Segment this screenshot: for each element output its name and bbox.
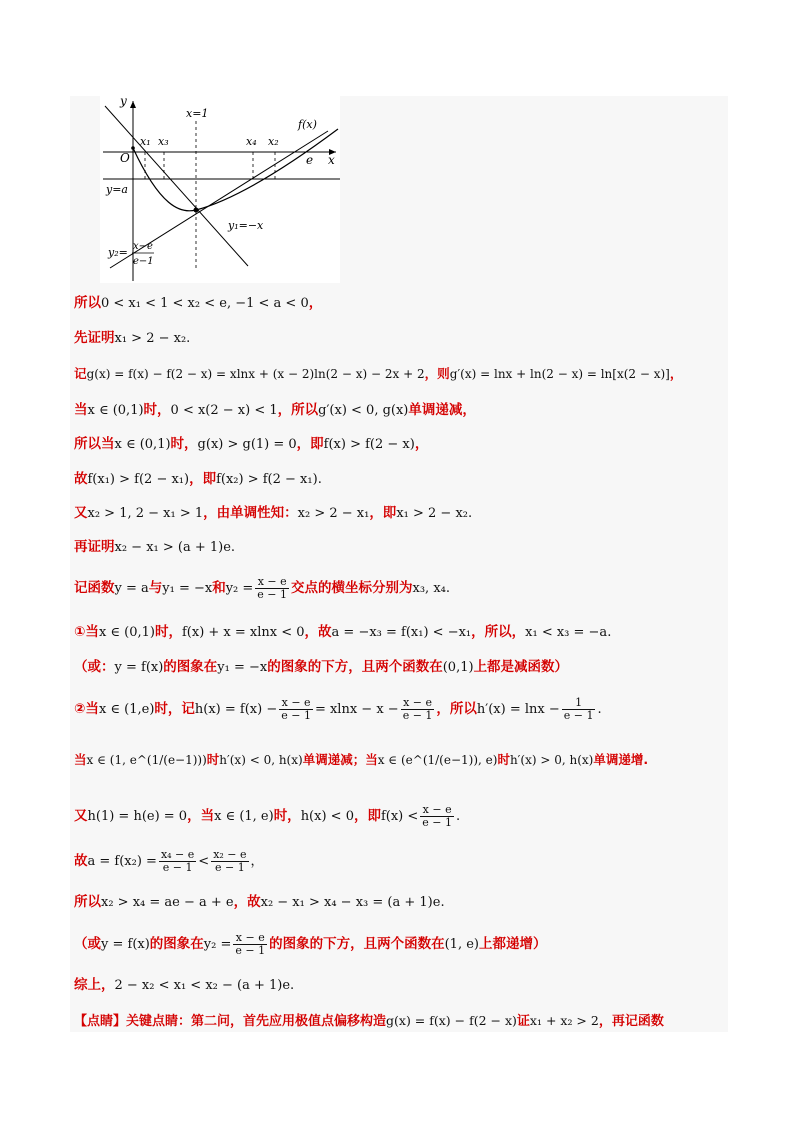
- text-line-6: 故f(x₁) > f(2 − x₁)，即f(x₂) > f(2 − x₁).: [74, 471, 322, 487]
- fraction: $\frac{x - e}{e - 1}$: [402, 696, 433, 722]
- label-x4: x₄: [246, 135, 257, 148]
- label-x-axis: x: [328, 153, 335, 167]
- text-line-2: 先证明x₁ > 2 − x₂.: [74, 330, 191, 346]
- label-y-axis: y: [120, 96, 127, 108]
- text-line-1: 所以0 < x₁ < 1 < x₂ < e, −1 < a < 0，: [74, 295, 323, 311]
- fraction: $\frac{x - e}{e - 1}$: [257, 575, 288, 601]
- origin-point: [131, 146, 135, 150]
- fraction: $\frac{1}{e - 1}$: [563, 696, 594, 722]
- text-line-11: （或：y = f(x)的图象在y₁ = −x的图象的下方，且两个函数在(0,1)上都是减函数）: [74, 659, 569, 675]
- text-line-5: 所以当x ∈ (0,1)时，g(x) > g(1) = 0，即f(x) > f(2 − x)，: [74, 436, 429, 452]
- text-line-15: 故a = f(x₂) = $\frac{\text{x₄ − e}}{e - 1}$ < $\frac{\text{x₂ − e}}{e - 1}$ ，: [74, 848, 264, 874]
- fraction: $\frac{x - e}{e - 1}$: [281, 696, 311, 722]
- text-line-16: 所以x₂ > x₄ = ae − a + e，故x₂ − x₁ > x₄ − x₃ = (a + 1)e.: [74, 894, 445, 910]
- text-line-12: ②当x ∈ (1,e)时，记h(x) = f(x) − $\frac{x - e}{e - 1}$ = xlnx − x − $\frac{x - e}{e - 1}$ ，所以h′(x) = lnx − $\frac{1}{e - 1}$ .: [74, 696, 602, 722]
- label-x3: x₃: [158, 135, 169, 148]
- text-line-8: 再证明x₂ − x₁ > (a + 1)e.: [74, 539, 236, 555]
- label-x-equals-1: x=1: [186, 107, 209, 120]
- text-line-7: 又x₂ > 1, 2 − x₁ > 1，由单调性知：x₂ > 2 − x₁，即x₁ > 2 − x₂.: [74, 505, 473, 521]
- label-y2-denominator: e−1: [133, 256, 154, 267]
- label-x2: x₂: [268, 135, 279, 148]
- text-line-9: 记函数y = a与y₁ = −x和y₂ = $\frac{x - e}{e - 1}$ 交点的横坐标分别为x₃, x₄.: [74, 575, 451, 601]
- label-fx: f(x): [298, 118, 317, 131]
- fraction: $\frac{\text{x₄ − e}}{e - 1}$: [160, 848, 195, 874]
- text-line-18: 综上，2 − x₂ < x₁ < x₂ − (a + 1)e.: [74, 977, 295, 993]
- text-line-10: ①当x ∈ (0,1)时，f(x) + x = xlnx < 0，故a = −x₃ = f(x₁) < −x₁，所以，x₁ < x₃ = −a.: [74, 624, 612, 640]
- intersection-point: [194, 208, 199, 213]
- fraction: $\frac{x - e}{e - 1}$: [235, 931, 266, 957]
- fraction: $\frac{x - e}{e - 1}$: [422, 803, 452, 829]
- label-e: e: [306, 153, 314, 167]
- label-y2-numerator: x−e: [133, 241, 153, 252]
- text-line-17: （或y = f(x)的图象在y₂ = $\frac{x - e}{e - 1}$ 的图象的下方，且两个函数在(1, e)上都递增）: [74, 931, 547, 957]
- text-line-13: 当x ∈ (1, e^(1/(e−1)))时h′(x) < 0, h(x)单调递减；当x ∈ (e^(1/(e−1)), e)时h′(x) > 0, h(x)单调递增.: [74, 752, 649, 767]
- y-axis-arrow: [130, 101, 136, 108]
- label-y2: y₂=: [108, 246, 128, 259]
- function-graph: [100, 96, 340, 283]
- label-y1: y₁=−x: [228, 219, 264, 232]
- label-x1: x₁: [140, 135, 151, 148]
- label-y-a: y=a: [106, 183, 128, 196]
- text-line-3: 记g(x) = f(x) − f(2 − x) = xlnx + (x − 2)ln(2 − x) − 2x + 2，则g′(x) = lnx + ln(2 − x) = ln[x(2 − x)]，: [74, 366, 683, 381]
- graph-svg: [100, 96, 340, 283]
- text-line-19: 【点睛】关键点睛：第二问，首先应用极值点偏移构造g(x) = f(x) − f(2 − x)证x₁ + x₂ > 2，再记函数: [74, 1013, 664, 1029]
- label-origin: O: [120, 151, 130, 165]
- text-line-14: 又h(1) = h(e) = 0，当x ∈ (1, e)时，h(x) < 0，即f(x) < $\frac{x - e}{e - 1}$ .: [74, 803, 461, 829]
- text-line-4: 当x ∈ (0,1)时，0 < x(2 − x) < 1，所以g′(x) < 0, g(x)单调递减，: [74, 402, 476, 418]
- fraction: $\frac{\text{x₂ − e}}{e - 1}$: [213, 848, 247, 874]
